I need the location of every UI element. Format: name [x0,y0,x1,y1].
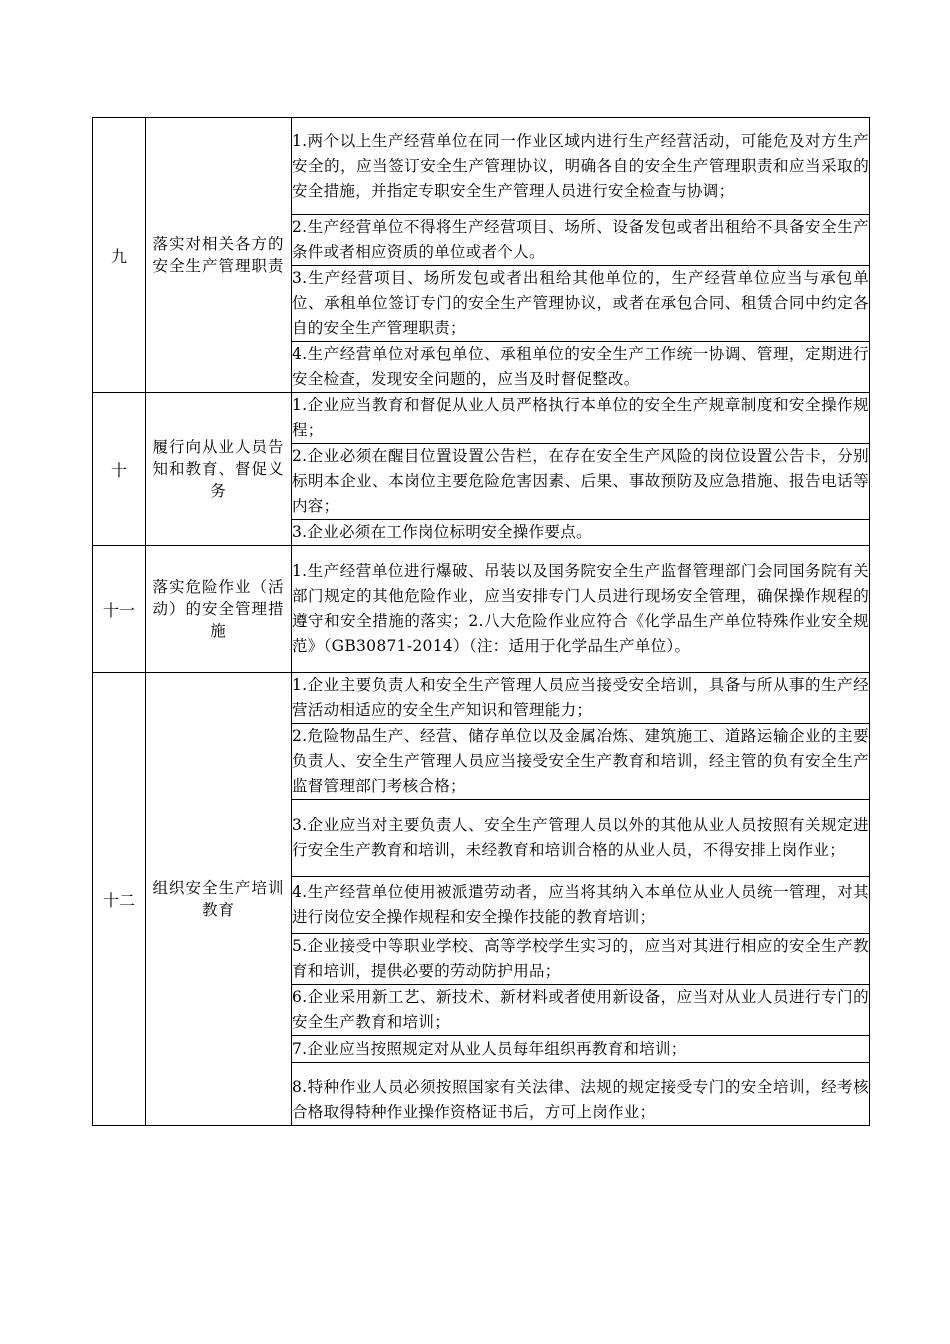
section-number: 十 [93,393,146,546]
table-cell-item: 4.生产经营单位使用被派遣劳动者，应当将其纳入本单位从业人员统一管理，对其进行岗位安全操作规程和安全操作技能的教育培训； [292,877,870,934]
table-cell-item: 5.企业接受中等职业学校、高等学校学生实习的，应当对其进行相应的安全生产教育和培训，提供必要的劳动防护用品； [292,934,870,985]
table-cell-item: 3.生产经营项目、场所发包或者出租给其他单位的，生产经营单位应当与承包单位、承租单位签订专门的安全生产管理协议，或者在承包合同、租赁合同中约定各自的安全生产管理职责； [292,266,870,342]
safety-responsibility-table [92,117,870,1126]
section-title: 落实危险作业（活动）的安全管理措施 [146,546,292,673]
table-cell-item: 7.企业应当按照规定对从业人员每年组织再教育和培训； [292,1036,870,1063]
table-cell-item: 2.生产经营单位不得将生产经营项目、场所、设备发包或者出租给不具备安全生产条件或者相应资质的单位或者个人。 [292,215,870,266]
table-cell-item: 1.企业主要负责人和安全生产管理人员应当接受安全培训，具备与所从事的生产经营活动相适应的安全生产知识和管理能力； [292,673,870,724]
table-cell-item: 3.企业应当对主要负责人、安全生产管理人员以外的其他从业人员按照有关规定进行安全生产教育和培训，未经教育和培训合格的从业人员，不得安排上岗作业； [292,800,870,877]
section-number: 九 [93,118,146,393]
table-cell-item: 1.生产经营单位进行爆破、吊装以及国务院安全生产监督管理部门会同国务院有关部门规定的其他危险作业，应当安排专门人员进行现场安全管理，确保操作规程的遵守和安全措施的落实；2.八大危险作业应符合《化学品生产单位特殊作业安全规范》（GB30871-2014）（注：适用于化学品生产单位）。 [292,546,870,673]
table-cell-item: 2.危险物品生产、经营、储存单位以及金属冶炼、建筑施工、道路运输企业的主要负责人、安全生产管理人员应当接受安全生产教育和培训，经主管的负有安全生产监督管理部门考核合格； [292,724,870,800]
section-number: 十一 [93,546,146,673]
section-title: 组织安全生产培训教育 [146,673,292,1126]
table-cell-item: 2.企业必须在醒目位置设置公告栏，在存在安全生产风险的岗位设置公告卡，分别标明本企业、本岗位主要危险危害因素、后果、事故预防及应急措施、报告电话等内容； [292,444,870,520]
table-cell-item: 3.企业必须在工作岗位标明安全操作要点。 [292,520,870,546]
table-cell-item: 1.企业应当教育和督促从业人员严格执行本单位的安全生产规章制度和安全操作规程； [292,393,870,444]
table-cell-item: 1.两个以上生产经营单位在同一作业区域内进行生产经营活动，可能危及对方生产安全的，应当签订安全生产管理协议，明确各自的安全生产管理职责和应当采取的安全措施，并指定专职安全生产管理人员进行安全检查与协调； [292,118,870,215]
table-cell-item: 8.特种作业人员必须按照国家有关法律、法规的规定接受专门的安全培训，经考核合格取得特种作业操作资格证书后，方可上岗作业； [292,1063,870,1126]
table-cell-item: 4.生产经营单位对承包单位、承租单位的安全生产工作统一协调、管理，定期进行安全检查，发现安全问题的，应当及时督促整改。 [292,342,870,393]
section-title: 履行向从业人员告知和教育、督促义务 [146,393,292,546]
section-number: 十二 [93,673,146,1126]
table-cell-item: 6.企业采用新工艺、新技术、新材料或者使用新设备，应当对从业人员进行专门的安全生产教育和培训； [292,985,870,1036]
section-title: 落实对相关各方的安全生产管理职责 [146,118,292,393]
